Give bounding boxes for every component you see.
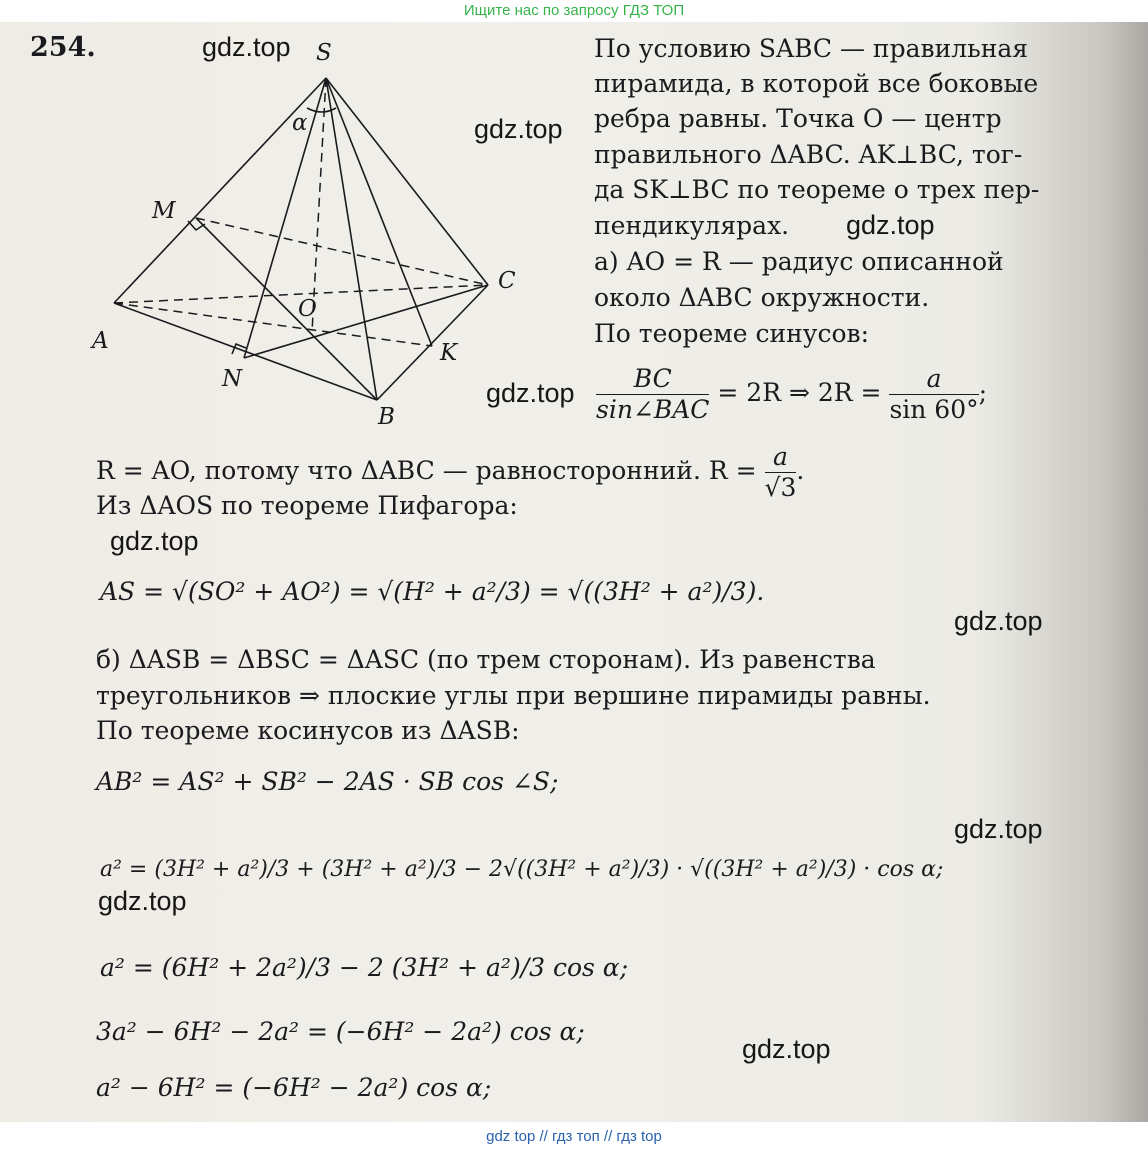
- text-line-1: По условию SABC — правильная: [594, 34, 1029, 63]
- equation-2: a² = (6H² + 2a²)/3 − 2 (3H² + a²)/3 cos α;: [100, 953, 629, 982]
- text-line-12: б) ΔASB = ΔBSC = ΔASC (по трем сторонам). Из равенства: [96, 645, 876, 674]
- r-num: a: [772, 442, 788, 471]
- watermark-6: gdz.top: [954, 606, 1043, 636]
- watermark-1: gdz.top: [202, 32, 291, 62]
- watermark-7: gdz.top: [954, 814, 1043, 844]
- line-10-text: R = AO, потому что ΔABC — равносторонний. R =: [96, 456, 757, 485]
- watermark-5: gdz.top: [110, 526, 199, 556]
- text-line-11: Из ΔAOS по теореме Пифагора:: [96, 491, 518, 520]
- label-k: K: [440, 340, 458, 366]
- problem-number: 254.: [30, 32, 96, 63]
- sine-num-2: a: [926, 364, 942, 393]
- equation-1: a² = (3H² + a²)/3 + (3H² + a²)/3 − 2√((3H² + a²)/3) · √((3H² + a²)/3) · cos α;: [100, 857, 944, 882]
- text-line-6: пендикулярах.: [594, 211, 790, 240]
- sine-mid: = 2R ⇒ 2R =: [717, 378, 882, 407]
- text-line-8: около ΔABC окружности.: [594, 283, 930, 312]
- watermark-2: gdz.top: [474, 114, 563, 144]
- text-line-7: а) AO = R — радиус описанной: [594, 247, 1004, 276]
- r-end: .: [796, 456, 805, 485]
- text-line-5: да SK⊥BC по теореме о трех пер-: [594, 175, 1040, 204]
- top-banner[interactable]: Ищите нас по запросу ГДЗ ТОП: [0, 0, 1148, 22]
- label-s: S: [316, 40, 332, 66]
- sine-end: ;: [978, 378, 988, 407]
- pythagoras-formula: AS = √(SO² + AO²) = √(H² + a²/3) = √((3H² + a²)/3).: [100, 577, 765, 606]
- sine-den-2: sin 60°: [889, 395, 979, 424]
- watermark-4: gdz.top: [486, 378, 575, 408]
- text-line-3: ребра равны. Точка O — центр: [594, 104, 1002, 133]
- watermark-9: gdz.top: [742, 1034, 831, 1064]
- label-alpha: α: [292, 110, 308, 136]
- r-den: √3: [764, 473, 797, 502]
- pyramid-figure: [0, 40, 540, 440]
- cosine-theorem: AB² = AS² + SB² − 2AS · SB cos ∠S;: [96, 767, 559, 796]
- text-line-4: правильного ΔABC. AK⊥BC, тог-: [594, 140, 1023, 169]
- bottom-banner[interactable]: gdz top // гдз топ // гдз top: [0, 1124, 1148, 1150]
- label-a: A: [92, 328, 109, 354]
- equation-4: a² − 6H² = (−6H² − 2a²) cos α;: [96, 1073, 492, 1102]
- text-line-14: По теореме косинусов из ΔASB:: [96, 716, 520, 745]
- label-n: N: [222, 366, 243, 392]
- watermark-8: gdz.top: [98, 886, 187, 916]
- text-line-2: пирамида, в которой все боковые: [594, 69, 1039, 98]
- equation-3: 3a² − 6H² − 2a² = (−6H² − 2a²) cos α;: [96, 1017, 585, 1046]
- label-m: M: [152, 198, 176, 224]
- sine-formula: [596, 364, 987, 425]
- label-b: B: [378, 404, 395, 430]
- label-o: O: [298, 296, 317, 322]
- text-line-9: По теореме синусов:: [594, 319, 870, 348]
- sine-den-1: sin∠BAC: [596, 395, 710, 424]
- sine-num-1: BC: [633, 364, 672, 393]
- text-line-13: треугольников ⇒ плоские углы при вершине пирамиды равны.: [96, 681, 931, 710]
- label-c: C: [498, 268, 516, 294]
- watermark-3: gdz.top: [846, 210, 935, 240]
